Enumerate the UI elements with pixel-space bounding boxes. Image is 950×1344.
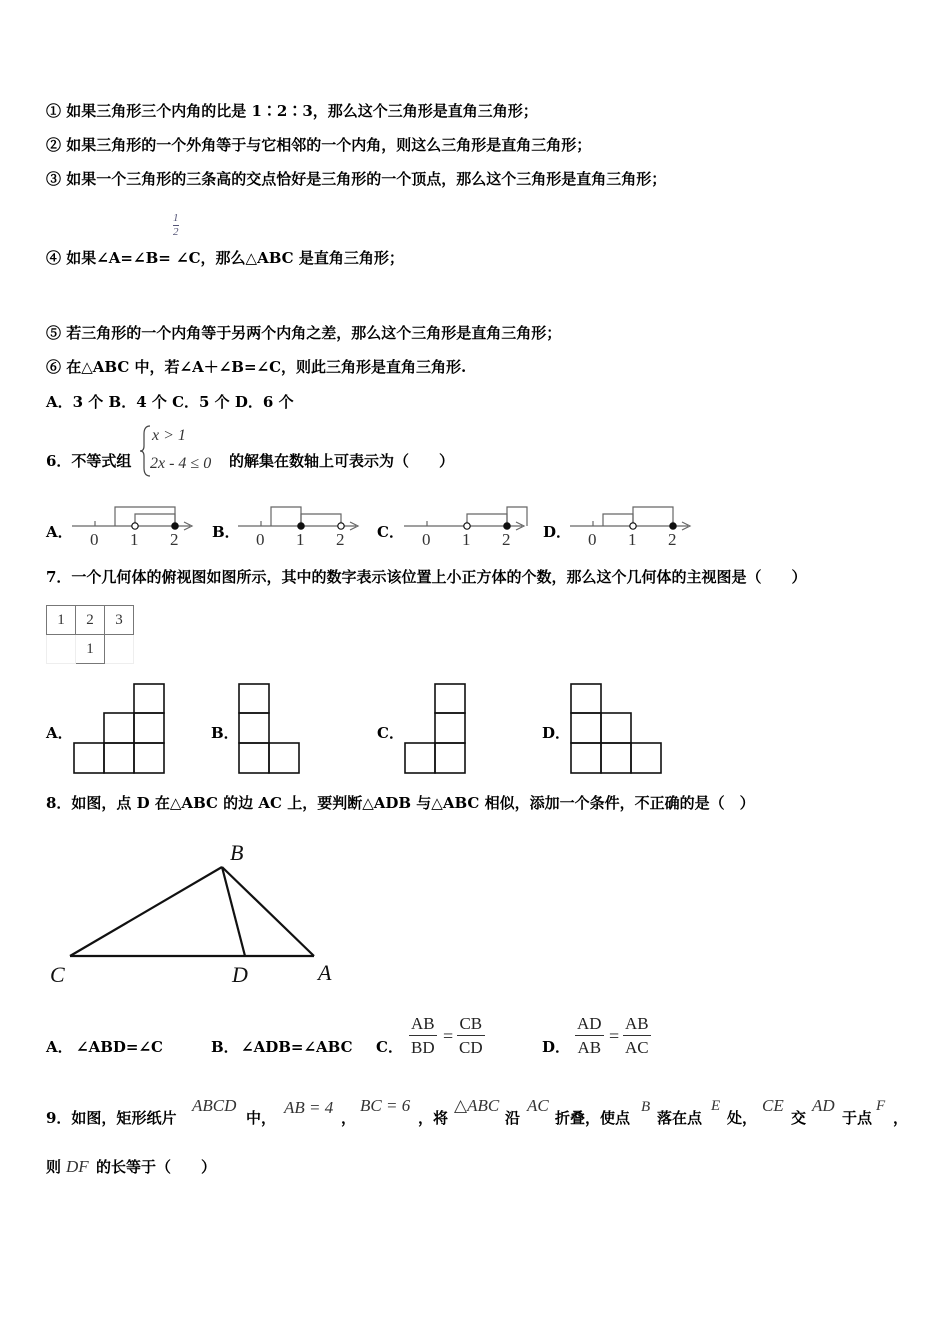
- front-view-c[interactable]: [404, 683, 468, 775]
- system-line-1: x > 1: [152, 427, 186, 444]
- q6-option-b-label[interactable]: B．: [212, 523, 240, 541]
- statement-1: ① 如果三角形三个内角的比是 1∶2∶3，那么这个三角形是直角三角形；: [46, 102, 538, 120]
- q7-option-c-label[interactable]: C．: [377, 724, 404, 742]
- grid-cell: 2: [76, 606, 105, 635]
- statement-2: ② 如果三角形的一个外角等于与它相邻的一个内角，则这么三角形是直角三角形；: [46, 136, 592, 154]
- tick-label: 1: [296, 530, 305, 549]
- q8-option-c-fraction-2: $\frac{CB}{CD}$: [459, 1014, 483, 1057]
- tick-label: 2: [502, 530, 511, 549]
- statement-6: ⑥ 在△ABC 中，若∠A＋∠B=∠C，则此三角形是直角三角形.: [46, 358, 467, 376]
- hollow-point: [338, 523, 344, 529]
- hollow-point: [464, 523, 470, 529]
- solid-point: [504, 523, 510, 529]
- tick-label: 1: [130, 530, 139, 549]
- grid-cell: 1: [47, 606, 76, 635]
- q5-options: A．3 个 B．4 个 C．5 个 D．6 个: [46, 393, 294, 411]
- q8-option-b-label[interactable]: B．: [211, 1038, 239, 1056]
- q9-text-10: 于点: [842, 1109, 873, 1127]
- tick-label: 0: [588, 530, 597, 549]
- system-line-2: 2x - 4 ≤ 0: [150, 455, 212, 472]
- tick-label: 1: [628, 530, 637, 549]
- tick-label: 2: [170, 530, 179, 549]
- q8-option-d-fraction-1: $\frac{AD}{AB}$: [577, 1014, 602, 1057]
- q6-option-a-label[interactable]: A．: [46, 523, 73, 541]
- q9-math-bc: BC = 6: [360, 1096, 411, 1115]
- front-view-b[interactable]: [238, 683, 302, 775]
- q8-option-c-equals: =: [443, 1026, 454, 1046]
- hollow-point: [132, 523, 138, 529]
- tick-label: 0: [422, 530, 431, 549]
- vertex-label-d: D: [232, 962, 248, 987]
- q9-text-7: 落在点: [657, 1109, 703, 1127]
- q9-text-11: ，: [893, 1109, 909, 1127]
- q6-prefix: 6．不等式组: [46, 452, 132, 470]
- tick-label: 1: [462, 530, 471, 549]
- q6-option-c-label[interactable]: C．: [377, 523, 404, 541]
- q8-option-a[interactable]: ∠ABD=∠C: [76, 1038, 163, 1056]
- q9-text-6: 折叠，使点: [555, 1109, 631, 1127]
- number-line-d[interactable]: [568, 502, 698, 548]
- front-view-d[interactable]: [570, 683, 664, 775]
- q8-option-c-label[interactable]: C．: [376, 1038, 403, 1056]
- q9-math-abcd: ABCD: [192, 1096, 237, 1115]
- q7-option-d-label[interactable]: D．: [542, 724, 571, 742]
- number-line-b[interactable]: [236, 502, 366, 548]
- q9-math-ad: AD: [812, 1096, 835, 1115]
- q8-option-b[interactable]: ∠ADB=∠ABC: [241, 1038, 353, 1056]
- q9-text-4: ，将: [418, 1109, 449, 1127]
- grid-cell-empty: [47, 635, 76, 664]
- q8-option-d-label[interactable]: D．: [542, 1038, 571, 1056]
- front-view-a[interactable]: [73, 683, 167, 775]
- q9-text-5: 沿: [505, 1109, 521, 1127]
- q8-option-a-label[interactable]: A．: [46, 1038, 73, 1056]
- q9-text-2: 中，: [246, 1109, 277, 1127]
- solid-point: [670, 523, 676, 529]
- q7-option-a-label[interactable]: A．: [46, 724, 73, 742]
- q8-option-d-fraction-2: $\frac{AB}{AC}$: [625, 1014, 649, 1057]
- triangle-figure: [40, 830, 360, 990]
- tick-label: 2: [668, 530, 677, 549]
- q9-text-3: ，: [341, 1109, 357, 1127]
- statement-5: ⑤ 若三角形的一个内角等于另两个内角之差，那么这个三角形是直角三角形；: [46, 324, 562, 342]
- q7-option-b-label[interactable]: B．: [211, 724, 239, 742]
- q9-math-triangle: △ABC: [454, 1096, 500, 1115]
- q9-line2-prefix: 则: [46, 1158, 62, 1176]
- q9-line2-suffix: 的长等于（ ）: [96, 1158, 217, 1176]
- q9-math-ac: AC: [527, 1096, 549, 1115]
- q9-math-df: DF: [66, 1157, 89, 1176]
- tick-label: 0: [256, 530, 265, 549]
- q9-math-f: F: [876, 1098, 886, 1114]
- q6-option-d-label[interactable]: D．: [543, 523, 572, 541]
- number-line-a[interactable]: [70, 502, 200, 548]
- statement-4-fraction: 1 2: [173, 212, 179, 238]
- q9-text-9: 交: [791, 1109, 807, 1127]
- q8-option-c-fraction-1: $\frac{AB}{BD}$: [411, 1014, 435, 1057]
- grid-cell: 1: [76, 635, 105, 664]
- grid-cell: 3: [105, 606, 134, 635]
- vertex-label-c: C: [50, 962, 65, 987]
- q9-math-e: E: [711, 1098, 721, 1114]
- grid-cell-empty: [105, 635, 134, 664]
- q6-suffix: 的解集在数轴上可表示为（ ）: [229, 452, 455, 470]
- q8-stem: 8．如图，点 D 在△ABC 的边 AC 上，要判断△ADB 与△ABC 相似，添加一个条件，不正确的是（ ）: [46, 794, 755, 812]
- q9-math-b: B: [641, 1099, 651, 1115]
- q9-text-8: 处，: [727, 1109, 758, 1127]
- q9-math-ab: AB = 4: [284, 1098, 334, 1117]
- top-view-grid: [46, 605, 134, 664]
- solid-point: [298, 523, 304, 529]
- tick-label: 2: [336, 530, 345, 549]
- number-line-c[interactable]: [402, 502, 532, 548]
- q9-math-ce: CE: [762, 1096, 784, 1115]
- tick-label: 0: [90, 530, 99, 549]
- q7-stem: 7．一个几何体的俯视图如图所示，其中的数字表示该位置上小正方体的个数，那么这个几何体的主视图是（ ）: [46, 568, 807, 586]
- solid-point: [172, 523, 178, 529]
- vertex-label-b: B: [230, 840, 244, 865]
- statement-4: ④ 如果∠A=∠B= ∠C，那么△ABC 是直角三角形；: [46, 249, 404, 267]
- statement-3: ③ 如果一个三角形的三条高的交点恰好是三角形的一个顶点，那么这个三角形是直角三角形；: [46, 170, 667, 188]
- q8-option-d-equals: =: [609, 1026, 620, 1046]
- q9-text-1: 9．如图，矩形纸片: [46, 1109, 177, 1127]
- vertex-label-a: A: [318, 960, 332, 985]
- hollow-point: [630, 523, 636, 529]
